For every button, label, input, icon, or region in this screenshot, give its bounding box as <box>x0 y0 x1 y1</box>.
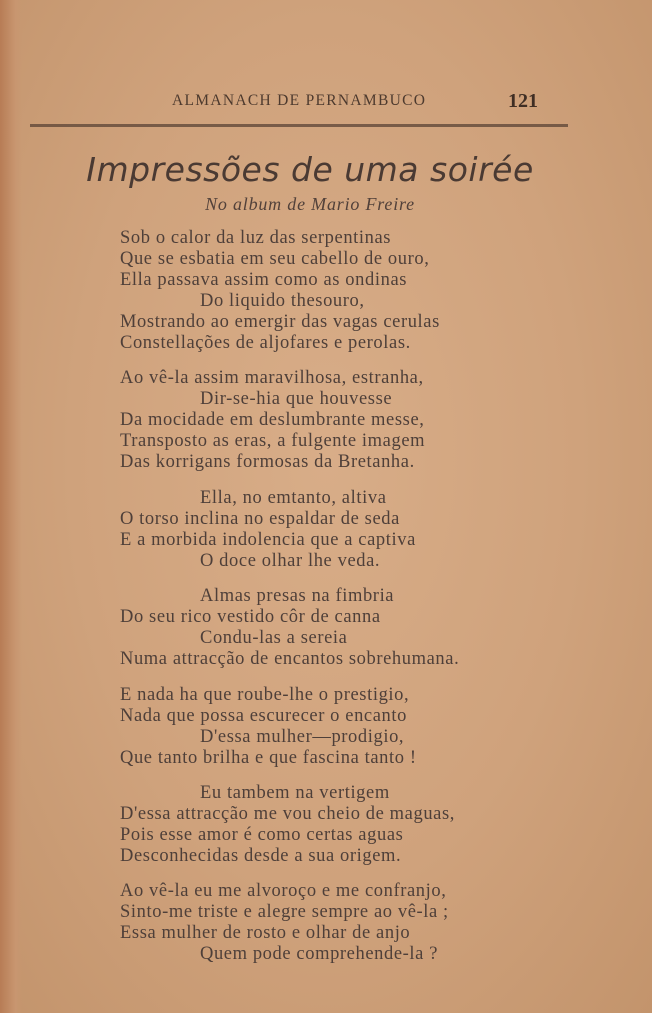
header-rule <box>30 124 568 127</box>
verse-line: Transposto as eras, a fulgente imagem <box>120 431 426 452</box>
verse-line: E a morbida indolencia que a captiva <box>120 529 416 550</box>
verse-line: Desconhecidas desde a sua origem. <box>120 845 402 866</box>
verse-line: Ella passava assim como as ondinas <box>120 270 408 290</box>
verse-line: D'essa attracção me vou cheio de maguas, <box>120 803 456 824</box>
page-number: 121 <box>508 90 538 112</box>
stanza <box>0 685 652 769</box>
verse-line: Nada que possa escurecer o encanto <box>120 705 407 726</box>
page-header <box>0 92 652 122</box>
verse-line: Sinto-me triste e alegre sempre ao vê-la ; <box>120 902 449 923</box>
verse-line: Do seu rico vestido côr de canna <box>120 607 381 628</box>
verse-line: Mostrando ao emergir das vagas cerulas <box>120 312 440 332</box>
verse-line: Que tanto brilha e que fascina tanto ! <box>120 747 417 768</box>
verse-line: Ao vê-la assim maravilhosa, estranha, <box>120 368 424 389</box>
verse-line: Das korrigans formosas da Bretanha. <box>120 452 415 473</box>
verse-line: O torso inclina no espaldar de seda <box>120 508 400 529</box>
verse-line: Ao vê-la eu me alvoroço e me confranjo, <box>120 881 447 902</box>
verse-line: E nada ha que roube-lhe o prestigio, <box>120 684 410 705</box>
verse-line: Essa mulher de rosto e olhar de anjo <box>120 923 411 944</box>
verse-line: Quem pode comprehende-la ? <box>200 944 439 965</box>
stanza <box>0 228 652 354</box>
verse-line: Ella, no emtanto, altiva <box>200 487 387 508</box>
verse-line: O doce olhar lhe veda. <box>200 550 381 571</box>
stanza <box>0 783 652 867</box>
verse-line: Almas presas na fimbria <box>200 586 395 607</box>
poem-dedication: No album de Mario Freire <box>205 194 415 214</box>
verse-line: Numa attracção de encantos sobrehumana. <box>120 649 460 670</box>
verse-line: Do liquido thesouro, <box>200 291 365 311</box>
stanza <box>0 586 652 670</box>
stanza <box>0 881 652 965</box>
verse-line: D'essa mulher—prodigio, <box>200 726 405 747</box>
poem-body <box>0 228 652 980</box>
stanza <box>0 368 652 473</box>
verse-line: Eu tambem na vertigem <box>200 782 390 803</box>
running-title: ALMANACH DE PERNAMBUCO <box>172 92 427 109</box>
verse-line: Sob o calor da luz das serpentinas <box>120 228 392 248</box>
verse-line: Pois esse amor é como certas aguas <box>120 824 404 845</box>
verse-line: Dir-se-hia que houvesse <box>200 389 393 410</box>
verse-line: Que se esbatia em seu cabello de ouro, <box>120 249 430 269</box>
stanza <box>0 488 652 572</box>
verse-line: Constellações de aljofares e perolas. <box>120 333 411 353</box>
verse-line: Da mocidade em deslumbrante messe, <box>120 410 425 431</box>
poem-title: Impressões de uma soirée <box>86 150 534 189</box>
verse-line: Condu-las a sereia <box>200 628 348 649</box>
